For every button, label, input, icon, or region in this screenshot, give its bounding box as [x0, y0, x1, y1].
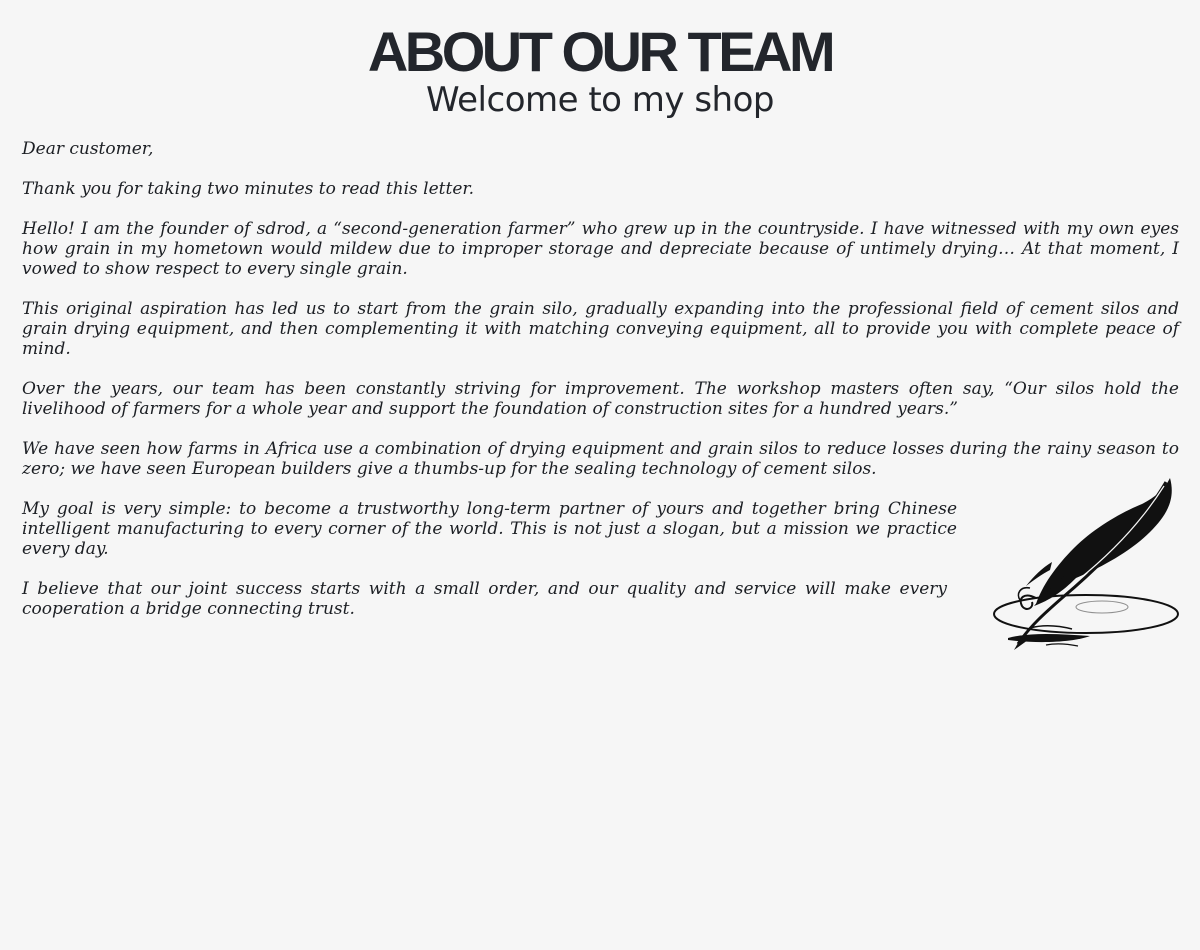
- letter-paragraph-aspiration: This original aspiration has led us to start from the grain silo, gradually expanding into the professional field of cement silos and grain drying equipment, and then complementing it with matching conveying equipment, all to provide you with complete peace of mind.: [22, 299, 1179, 359]
- page-header: [0, 22, 1200, 118]
- letter-paragraph-founder: Hello! I am the founder of sdrod, a “second-generation farmer” who grew up in the countryside. I have witnessed with my own eyes how grain in my hometown would mildew due to improper storage and depreciate because of untimely drying… At that moment, I vowed to show respect to every single grain.: [22, 219, 1179, 279]
- letter-paragraph-belief: I believe that our joint success starts with a small order, and our quality and service will make every cooperation a bridge connecting trust.: [22, 579, 947, 619]
- letter-paragraph-customers: We have seen how farms in Africa use a combination of drying equipment and grain silos to reduce losses during the rainy season to zero; we have seen European builders give a thumbs-up for the sealing technology of cement silos.: [22, 439, 1179, 479]
- quill-pen-icon: [990, 476, 1182, 652]
- page-title: ABOUT OUR TEAM: [367, 20, 833, 83]
- page-subtitle: Welcome to my shop: [426, 80, 774, 120]
- letter-greeting: Dear customer,: [22, 139, 154, 159]
- letter-paragraph-thanks: Thank you for taking two minutes to read this letter.: [22, 179, 475, 199]
- letter-paragraph-team: Over the years, our team has been constantly striving for improvement. The workshop masters often say, “Our silos hold the livelihood of farmers for a whole year and support the foundation of construction sites for a hundred years.”: [22, 379, 1179, 419]
- letter-paragraph-goal: My goal is very simple: to become a trustworthy long-term partner of yours and together bring Chinese intelligent manufacturing to every corner of the world. This is not just a slogan, but a mission we practice every day.: [22, 499, 957, 559]
